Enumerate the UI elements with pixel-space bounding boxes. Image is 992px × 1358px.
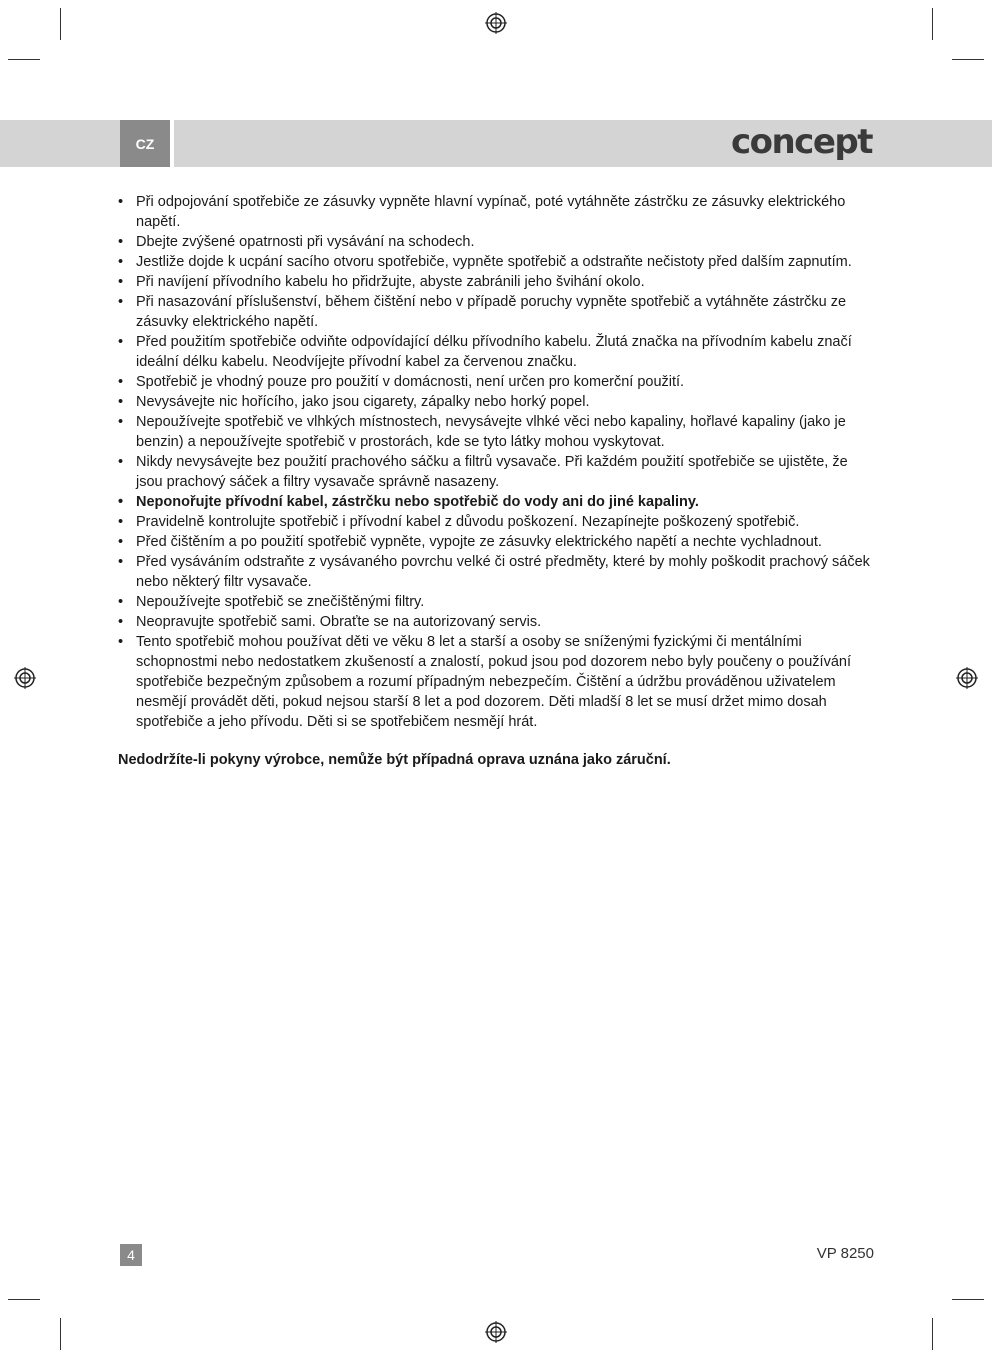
crop-mark bbox=[952, 1299, 984, 1300]
list-item: • Nevysávejte nic hořícího, jako jsou cigarety, zápalky nebo horký popel. bbox=[118, 392, 878, 412]
list-item: • Při navíjení přívodního kabelu ho přidržujte, abyste zabránili jeho švihání okolo. bbox=[118, 272, 878, 292]
registration-mark-icon bbox=[485, 1321, 507, 1343]
registration-mark-icon bbox=[14, 667, 36, 689]
list-item: • Dbejte zvýšené opatrnosti při vysávání na schodech. bbox=[118, 232, 878, 252]
list-item: • Nepoužívejte spotřebič ve vlhkých místnostech, nevysávejte vlhké věci nebo kapaliny, hořlavé kapaliny (jako je benzin) a nepoužívejte spotřebič v prostorách, kde se tyto látky mohou vyskytovat. bbox=[118, 412, 878, 452]
instruction-list bbox=[118, 192, 878, 732]
list-item: • Před čištěním a po použití spotřebič vypněte, vypojte ze zásuvky elektrického napětí a nechte vychladnout. bbox=[118, 532, 878, 552]
crop-mark bbox=[60, 8, 61, 40]
crop-mark bbox=[932, 8, 933, 40]
list-item: • Před vysáváním odstraňte z vysávaného povrchu velké či ostré předměty, které by mohly poškodit prachový sáček nebo některý filtr vysavače. bbox=[118, 552, 878, 592]
registration-mark-icon bbox=[485, 12, 507, 34]
list-item: • Nepoužívejte spotřebič se znečištěnými filtry. bbox=[118, 592, 878, 612]
language-badge: CZ bbox=[120, 120, 170, 167]
list-item: • Před použitím spotřebiče odviňte odpovídající délku přívodního kabelu. Žlutá značka na přívodním kabelu značí ideální délku kabelu. Neodvíjejte přívodní kabel za červenou značku. bbox=[118, 332, 878, 372]
header-divider bbox=[170, 120, 174, 167]
crop-mark bbox=[8, 1299, 40, 1300]
list-item: • Neopravujte spotřebič sami. Obraťte se na autorizovaný servis. bbox=[118, 612, 878, 632]
list-item: • Při odpojování spotřebiče ze zásuvky vypněte hlavní vypínač, poté vytáhněte zástrčku ze zásuvky elektrického napětí. bbox=[118, 192, 878, 232]
list-item: • Spotřebič je vhodný pouze pro použití v domácnosti, není určen pro komerční použití. bbox=[118, 372, 878, 392]
registration-mark-icon bbox=[956, 667, 978, 689]
crop-mark bbox=[8, 59, 40, 60]
list-item: • Tento spotřebič mohou používat děti ve věku 8 let a starší a osoby se sníženými fyzickými či mentálními schopnostmi nebo nedostatkem zkušeností a znalostí, pokud jsou pod dozorem nebo byly poučeny o používání spotřebiče bezpečným způsobem a rozumí případným nebezpečím. Čištění a údržbu prováděnou uživatelem nesmějí provádět děti, pokud nejsou starší 8 let a pod dozorem. Děti mladší 8 let se musí držet mimo dosah spotřebiče a jeho přívodu. Děti si se spotřebičem nesmějí hrát. bbox=[118, 632, 878, 732]
list-item: • Jestliže dojde k ucpání sacího otvoru spotřebiče, vypněte spotřebič a odstraňte nečistoty před dalším zapnutím. bbox=[118, 252, 878, 272]
warranty-warning: Nedodržíte-li pokyny výrobce, nemůže být případná oprava uznána jako záruční. bbox=[118, 752, 671, 768]
crop-mark bbox=[60, 1318, 61, 1350]
list-item: • Neponořujte přívodní kabel, zástrčku nebo spotřebič do vody ani do jiné kapaliny. bbox=[118, 492, 878, 512]
crop-mark bbox=[932, 1318, 933, 1350]
crop-mark bbox=[952, 59, 984, 60]
model-number: VP 8250 bbox=[816, 1245, 874, 1262]
list-item: • Při nasazování příslušenství, během čištění nebo v případě poruchy vypněte spotřebič a vytáhněte zástrčku ze zásuvky elektrického napětí. bbox=[118, 292, 878, 332]
list-item: • Nikdy nevysávejte bez použití prachového sáčku a filtrů vysavače. Při každém použití spotřebiče se ujistěte, že jsou prachový sáček a filtry vysavače správně nasazeny. bbox=[118, 452, 878, 492]
page-number: 4 bbox=[120, 1244, 142, 1266]
instructions-content bbox=[118, 192, 878, 770]
list-item: • Pravidelně kontrolujte spotřebič i přívodní kabel z důvodu poškození. Nezapínejte poškozený spotřebič. bbox=[118, 512, 878, 532]
brand-logo: concept bbox=[730, 122, 872, 162]
